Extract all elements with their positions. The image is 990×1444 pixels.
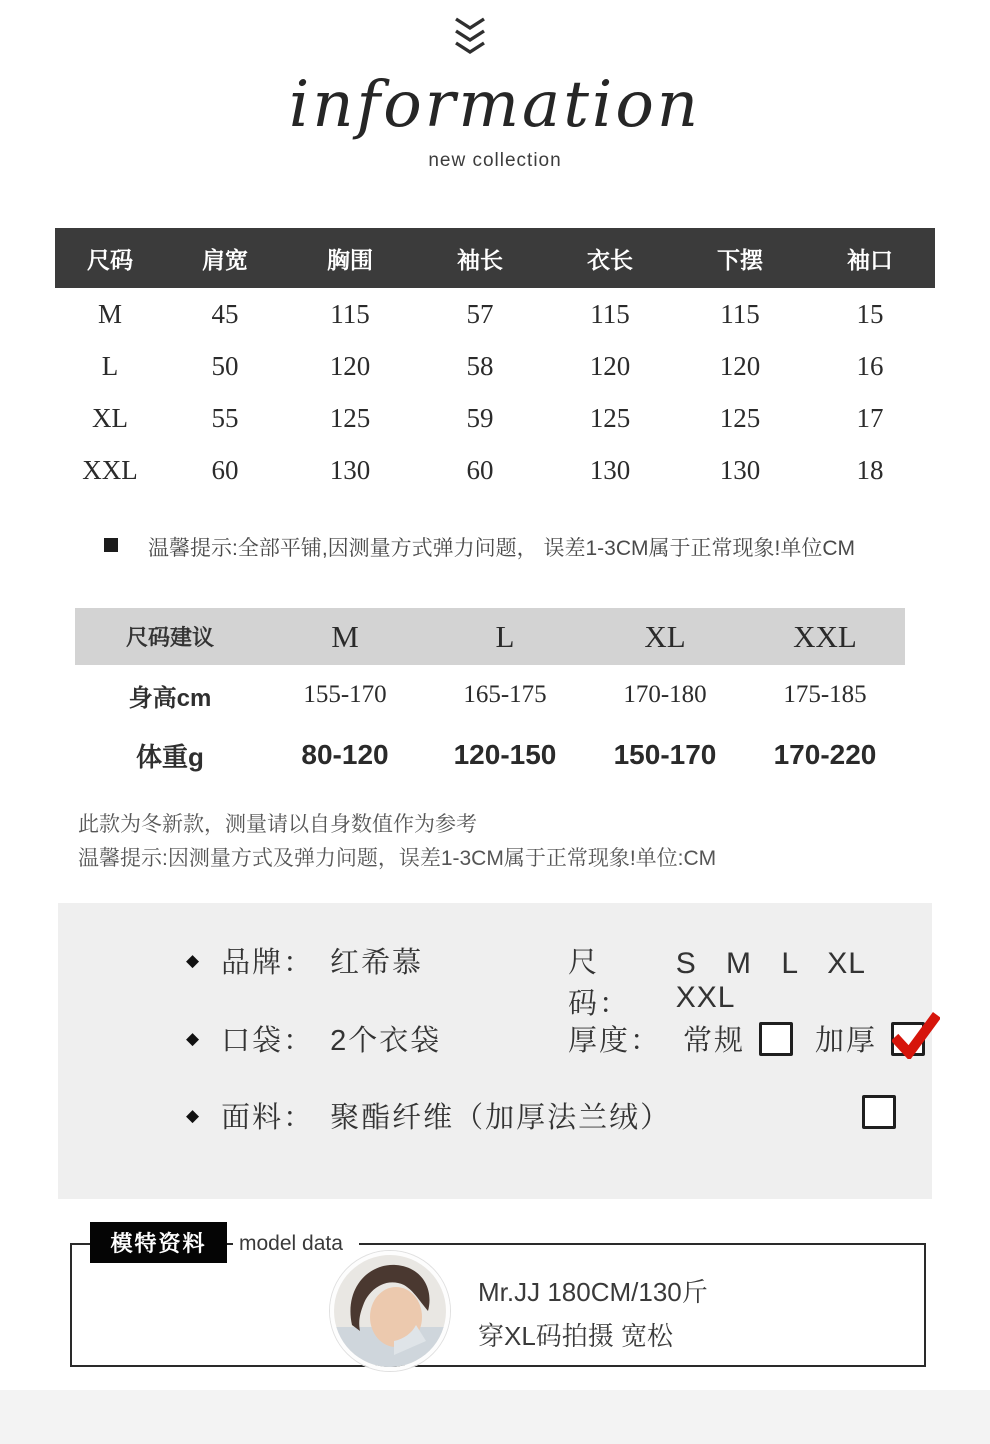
cell: 120-150 — [453, 739, 557, 770]
pocket-value: 2个衣袋 — [330, 1025, 442, 1057]
thickness-regular-label: 常规 — [683, 1025, 746, 1057]
empty-checkbox — [862, 1095, 896, 1129]
col-l: L — [495, 618, 515, 654]
thickness-label: 厚度： — [568, 1025, 662, 1057]
cell: 150-170 — [613, 739, 717, 770]
col-xxl: XXL — [793, 618, 857, 654]
size-table — [55, 228, 935, 496]
cell: 115 — [720, 298, 760, 329]
fabric-value: 聚酯纤维（加厚法兰绒） — [330, 1102, 672, 1134]
fabric-label: 面料： — [221, 1102, 315, 1134]
brand-label: 品牌： — [221, 947, 315, 979]
col-xl: XL — [644, 618, 686, 654]
col-cuff: 袖口 — [847, 246, 893, 273]
thick-checkbox-checked — [891, 1022, 925, 1056]
cell: 120 — [719, 350, 761, 381]
cell: 130 — [719, 454, 761, 485]
model-photo — [330, 1251, 450, 1371]
cell: M — [97, 298, 122, 329]
size-label: 尺码： — [568, 947, 631, 1020]
suggestion-header — [75, 608, 905, 665]
model-data-badge: 模特资料 — [90, 1222, 227, 1263]
cell: L — [101, 350, 119, 381]
size-options: S M L XL XXL — [675, 947, 865, 1014]
size-table-header — [55, 228, 935, 288]
cell: 58 — [466, 350, 494, 381]
cell: 120 — [329, 350, 371, 381]
size-suggestion-table — [75, 608, 905, 785]
cell: 155-170 — [303, 681, 387, 708]
cell: 115 — [590, 298, 630, 329]
cell: XXL — [82, 454, 138, 485]
cell: XL — [92, 402, 128, 433]
cell: 125 — [329, 402, 371, 433]
cell: 55 — [211, 402, 239, 433]
cell: 130 — [589, 454, 631, 485]
table-row — [55, 444, 935, 496]
diamond-bullet-icon: ◆ — [186, 1105, 200, 1125]
col-chest: 胸围 — [327, 246, 373, 273]
page-subtitle: new collection — [428, 150, 562, 171]
chevron-down-icon — [452, 16, 488, 65]
cell: 50 — [211, 350, 239, 381]
cell: 18 — [856, 454, 884, 485]
row-label: 身高cm — [128, 684, 212, 712]
cell: 17 — [856, 402, 884, 433]
weight-row — [75, 725, 905, 785]
spec-row-brand — [58, 940, 932, 1020]
height-row — [75, 665, 905, 725]
model-stats: Mr.JJ 180CM/130斤 — [478, 1277, 708, 1307]
spec-box — [58, 903, 932, 1199]
col-m: M — [331, 618, 359, 654]
cell: 130 — [329, 454, 371, 485]
col-suggestion: 尺码建议 — [125, 625, 214, 650]
footer-band — [0, 1390, 990, 1444]
pocket-label: 口袋： — [221, 1025, 315, 1057]
tolerance-note: 温馨提示:因测量方式及弹力问题，误差1-3CM属于正常现象!单位:CM — [78, 847, 717, 870]
measure-note — [104, 532, 855, 562]
cell: 120 — [589, 350, 631, 381]
diamond-bullet-icon: ◆ — [186, 950, 200, 970]
cell: 60 — [211, 454, 239, 485]
col-size: 尺码 — [87, 246, 133, 273]
square-bullet-icon — [104, 538, 118, 552]
cell: 45 — [211, 298, 239, 329]
cell: 170-180 — [623, 681, 707, 708]
regular-checkbox — [759, 1022, 793, 1056]
brand-value: 红希慕 — [330, 947, 424, 979]
cell: 57 — [466, 298, 494, 329]
cell: 125 — [719, 402, 761, 433]
model-fit-note: 穿XL码拍摄 宽松 — [478, 1321, 674, 1351]
cell: 125 — [589, 402, 631, 433]
table-row — [55, 392, 935, 444]
cell: 115 — [330, 298, 370, 329]
cell: 60 — [466, 454, 494, 485]
cell: 165-175 — [463, 681, 547, 708]
col-hem: 下摆 — [717, 246, 763, 273]
row-label: 体重g — [136, 741, 204, 772]
thickness-thick-label: 加厚 — [815, 1025, 878, 1057]
spec-row-fabric — [58, 1095, 932, 1151]
table-row — [55, 340, 935, 392]
spec-row-pocket — [58, 1018, 932, 1074]
table-row — [55, 288, 935, 340]
cell: 15 — [856, 298, 884, 329]
col-shoulder: 肩宽 — [202, 246, 248, 273]
col-sleeve: 袖长 — [457, 246, 503, 273]
measure-note-text: 温馨提示:全部平铺,因测量方式弹力问题， 误差1-3CM属于正常现象!单位CM — [148, 537, 856, 560]
red-check-icon — [892, 1011, 940, 1059]
page-title: information — [288, 68, 702, 142]
cell: 59 — [466, 402, 494, 433]
col-length: 衣长 — [587, 246, 633, 273]
season-note: 此款为冬新款，测量请以自身数值作为参考 — [78, 813, 477, 836]
cell: 80-120 — [301, 739, 389, 770]
cell: 170-220 — [773, 739, 877, 770]
diamond-bullet-icon: ◆ — [186, 1028, 200, 1048]
cell: 16 — [856, 350, 884, 381]
cell: 175-185 — [783, 681, 867, 708]
model-data-badge-en: model data — [233, 1230, 359, 1258]
